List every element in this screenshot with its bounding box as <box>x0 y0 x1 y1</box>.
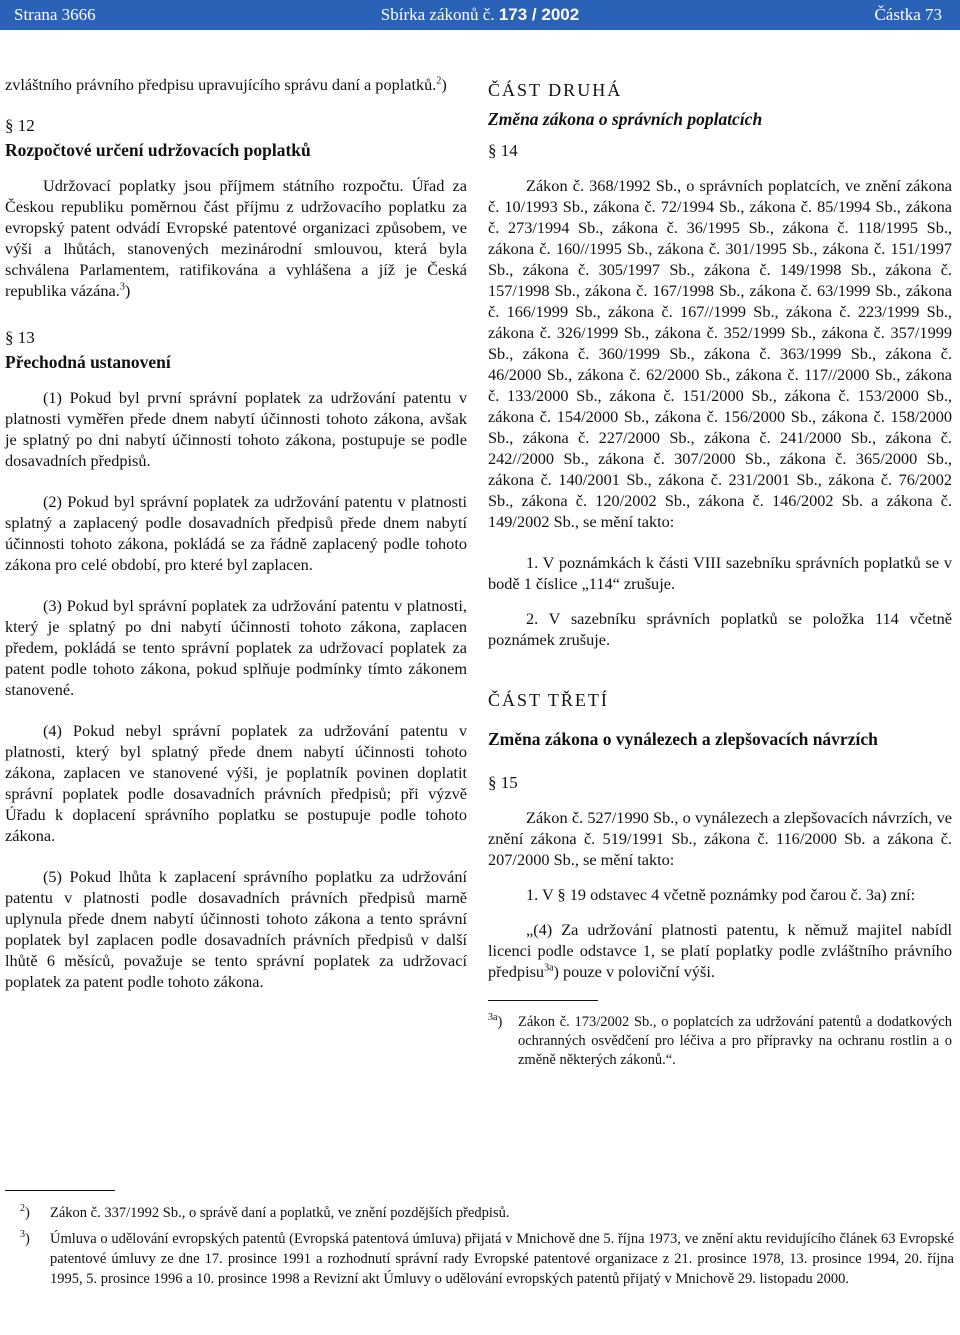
footnote-3a <box>488 1013 952 1070</box>
section-14-text: Zákon č. 368/1992 Sb., o správních poplatcích, ve znění zákona č. 10/1993 Sb., zákona č. 72/1994 Sb., zákona č. 85/1994 Sb., zákona č. 273/1994 Sb., zákona č. 36/1995 Sb., zákona č. 118/1995 Sb., zákona č. 160//1995 Sb., zákona č. 301/1995 Sb., zákona č. 151/1997 Sb., zákona č. 305/1997 Sb., zákona č. 149/1998 Sb., zákona č. 157/1998 Sb., zákona č. 167/1998 Sb., zákona č. 63/1999 Sb., zákona č. 166/1999 Sb., zákona č. 167//1999 Sb., zákona č. 223/1999 Sb., zákona č. 326/1999 Sb., zákona č. 352/1999 Sb., zákona č. 357/1999 Sb., zákona č. 360/1999 Sb., zákona č. 363/1999 Sb., zákona č. 46/2000 Sb., zákona č. 62/2000 Sb., zákona č. 117//2000 Sb., zákona č. 133/2000 Sb., zákona č. 151/2000 Sb., zákona č. 153/2000 Sb., zákona č. 154/2000 Sb., zákona č. 156/2000 Sb., zákona č. 158/2000 Sb., zákona č. 227/2000 Sb., zákona č. 241/2000 Sb., zákona č. 242//2000 Sb., zákona č. 307/2000 Sb., zákona č. 365/2000 Sb., zákona č. 140/2001 Sb., zákona č. 231/2001 Sb., zákona č. 76/2002 Sb., zákona č. 120/2002 Sb., zákona č. 146/2002 Sb. a zákona č. 149/2002 Sb., se mění takto: <box>488 176 952 531</box>
part-3-subtitle: Změna zákona o vynálezech a zlepšovacích návrzích <box>488 729 878 749</box>
intro-tail: ) <box>441 75 447 94</box>
collection-title <box>0 5 960 25</box>
section-13-title: Přechodná ustanovení <box>5 352 171 372</box>
footnote-divider <box>488 1000 598 1001</box>
footnote-3a-mark: $^{3a}$) <box>488 1012 503 1030</box>
right-column <box>488 80 952 1070</box>
footnote-ref-3a: 3a <box>544 962 554 974</box>
footnote-2-mark: $^2$) <box>20 1203 30 1221</box>
section-14-item-1: 1. V poznámkách k části VIII sazebníku správních poplatků se v bodě 1 číslice „114“ zrušuje. <box>488 553 952 593</box>
section-13-number: § 13 <box>5 328 35 347</box>
section-15-number: § 15 <box>488 773 518 792</box>
left-column <box>5 74 467 992</box>
section-12-tail: ) <box>124 281 131 300</box>
footnote-3-mark: $^3$) <box>20 1229 30 1247</box>
section-12-text <box>5 175 467 301</box>
quoted-tail: ) pouze v poloviční výši. <box>553 962 715 981</box>
intro-paragraph <box>5 74 467 95</box>
part-2-title: ČÁST DRUHÁ <box>488 80 623 100</box>
paragraph-13-4: (4) Pokud nebyl správní poplatek za udržování patentu v platnosti, který byl splatný přede dnem nabytí účinnosti tohoto zákona, zaplacen ve stanovené výši, je poplatník povinen doplatit správní poplatek podle dosavadních právních předpisů; při výzvě Úřadu k doplacení správního poplatku se postupuje podle tohoto zákona. <box>5 721 467 845</box>
footnote-3 <box>20 1229 954 1289</box>
footnote-ref-2: 2 <box>436 75 442 87</box>
section-14-number: § 14 <box>488 141 518 160</box>
page-header <box>0 0 960 30</box>
page-footnote-divider <box>5 1190 115 1191</box>
quoted-text: „(4) Za udržování platnosti patentu, k němuž majitel nabídl licenci podle odstavce 1, se platí poplatky podle zvláštního právního předpisu <box>488 920 952 981</box>
collection-prefix: Sbírka zákonů č. <box>380 5 495 24</box>
paragraph-13-1: (1) Pokud byl první správní poplatek za udržování patentu v platnosti vyměřen přede dnem nabytí účinnosti tohoto zákona, avšak je splatný po dni nabytí účinnosti tohoto zákona, postupuje se podle dosavadních předpisů. <box>5 388 467 470</box>
footnote-2 <box>20 1203 954 1223</box>
page-footnotes <box>20 1203 954 1295</box>
part-number: Částka 73 <box>874 5 942 24</box>
quoted-paragraph <box>488 919 952 982</box>
part-2-subtitle: Změna zákona o správních poplatcích <box>488 109 763 129</box>
section-12-body: Udržovací poplatky jsou příjmem státního rozpočtu. Úřad za Českou republiku poměrnou část příjmu z udržovacího poplatku za evropský patent odvádí Evropské patentové organizaci způsobem, ve výši a lhůtách, stanovených mezinárodní smlouvou, která byla schválena Parlamentem, ratifikována a vyhlášena a jíž je Česká republika vázána. <box>5 176 467 300</box>
section-15-item-1: 1. V § 19 odstavec 4 včetně poznámky pod čarou č. 3a) zní: <box>526 885 916 904</box>
issue-number: 173 / 2002 <box>498 5 580 24</box>
section-12-title: Rozpočtové určení udržovacích poplatků <box>5 140 311 160</box>
paragraph-13-3: (3) Pokud byl správní poplatek za udržování patentu v platnosti, který je splatný po dni nabytí účinnosti tohoto zákona, zaplacen předem, pokládá se tento správní poplatek za udržovací poplatek za patent podle tohoto zákona, pokud splňuje podmínky tímto zákonem stanovené. <box>5 596 467 699</box>
paragraph-13-5: (5) Pokud lhůta k zaplacení správního poplatku za udržování patentu v platnosti podle dosavadních právních předpisů marně uplynula přede dnem nabytí účinnosti tohoto zákona a tento správní poplatek byl zaplacen podle dosavadních právních předpisů v další lhůtě 6 měsíců, považuje se tento správní poplatek za udržovací poplatek za patent podle tohoto zákona. <box>5 867 467 991</box>
section-14-item-2: 2. V sazebníku správních poplatků se položka 114 včetně poznámek zrušuje. <box>488 609 952 649</box>
footnote-2-text: Zákon č. 337/1992 Sb., o správě daní a poplatků, ve znění pozdějších předpisů. <box>50 1205 510 1221</box>
footnote-3a-text: Zákon č. 173/2002 Sb., o poplatcích za udržování patentů a dodatkových ochranných osvědčení pro léčiva a pro přípravky na ochranu rostlin a o změně některých zákonů.“. <box>518 1014 952 1068</box>
page-number: Strana 3666 <box>14 5 96 24</box>
section-12-number: § 12 <box>5 116 35 135</box>
intro-text: zvláštního právního předpisu upravujícího správu daní a poplatků. <box>5 75 437 94</box>
footnote-ref-3: 3 <box>119 281 125 293</box>
section-15-text: Zákon č. 527/1990 Sb., o vynálezech a zlepšovacích návrzích, ve znění zákona č. 519/1991 Sb., zákona č. 116/2000 Sb. a zákona č. 207/2000 Sb., se mění takto: <box>488 808 952 869</box>
paragraph-13-2: (2) Pokud byl správní poplatek za udržování patentu v platnosti splatný a zaplacený podle dosavadních předpisů přede dnem nabytí účinnosti tohoto zákona, pokládá se za řádně zaplacený podle tohoto zákona pro celé období, pro které byl zaplacen. <box>5 492 467 574</box>
footnote-3-text: Úmluva o udělování evropských patentů (Evropská patentová úmluva) přijatá v Mnichově dne 5. října 1973, ve znění aktu revidujícího článek 63 Evropské patentové úmluvy ze dne 17. prosince 1991 a rozhodnutí správní rady Evropské patentové organizace z 21. prosince 1978, 13. prosince 1994, 20. října 1995, 5. prosince 1996 a 10. prosince 1998 a Revizní akt Úmluvy o udělování evropských patentů přijatý v Mnichově 29. listopadu 2000. <box>50 1231 954 1287</box>
part-3-title: ČÁST TŘETÍ <box>488 690 609 710</box>
